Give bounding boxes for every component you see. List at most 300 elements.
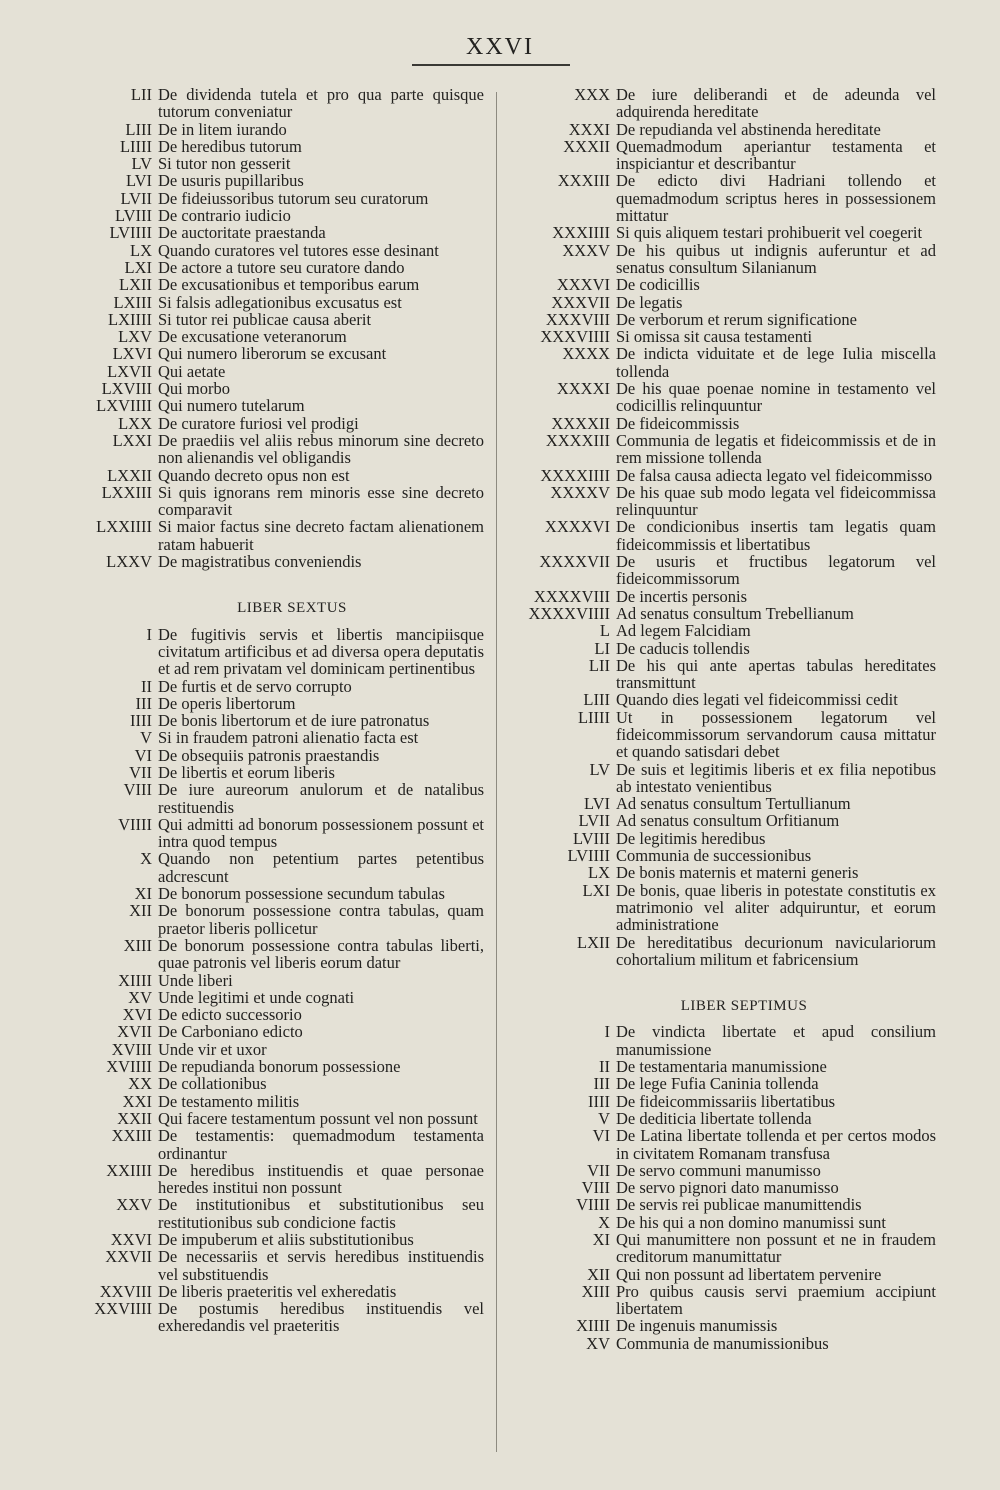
toc-entry (512, 242, 936, 277)
title-number: LV (589, 759, 610, 779)
title-number: XXIII (111, 1126, 152, 1146)
title-number: VI (134, 745, 152, 765)
title-text: De institutionibus et substitutionibus seu restitutionibus sub condicione factis (158, 1195, 484, 1232)
title-text: Quando curatores vel tutores esse desinant (158, 240, 439, 260)
toc-entry (60, 626, 484, 678)
title-number: XVII (117, 1022, 152, 1042)
title-number: LXXI (112, 430, 152, 450)
toc-entry (60, 885, 484, 902)
title-text: De bonis, quae liberis in potestate constitutis ex matrimonio vel aliter adquiruntur, et eorum administratione (616, 880, 936, 935)
title-text: De fideiussoribus tutorum seu curatorum (158, 188, 429, 208)
toc-entry (512, 588, 936, 605)
title-number: XV (586, 1333, 610, 1353)
title-number: XXXVI (556, 275, 610, 295)
title-text: De postumis heredibus instituendis vel exheredandis vel praeteritis (158, 1299, 484, 1336)
toc-entry (60, 1196, 484, 1231)
toc-entry (512, 138, 936, 173)
title-number: XXXXVII (539, 552, 610, 572)
title-number: LXXIIII (96, 517, 152, 537)
title-text: De codicillis (616, 275, 700, 295)
title-number: III (135, 693, 152, 713)
title-text: De fugitivis servis et libertis mancipiisque civitatum artificibus et ad diversa opera deputatis et ad rem privatam vel dominicam pertinentibus (158, 624, 484, 679)
toc-entry (512, 761, 936, 796)
title-number: LXVIIII (96, 396, 152, 416)
title-text: Si falsis adlegationibus excusatus est (158, 292, 402, 312)
title-number: X (598, 1212, 610, 1232)
toc-entry (512, 86, 936, 121)
title-text: De hereditatibus decurionum naviculariorum cohortalium militum et fabricensium (616, 932, 936, 969)
title-text: De vindicta libertate et apud consilium manumissione (616, 1022, 936, 1059)
title-number: LXII (577, 932, 610, 952)
title-number: LXV (118, 327, 152, 347)
title-text: De condicionibus insertis tam legatis quam fideicommissis et libertatibus (616, 517, 936, 554)
title-number: LI (594, 638, 610, 658)
title-number: LII (130, 85, 152, 104)
title-number: XXXIII (557, 171, 610, 191)
toc-entry (60, 972, 484, 989)
toc-entry (512, 864, 936, 881)
title-number: XXVIII (99, 1281, 152, 1301)
title-number: XXXI (568, 119, 610, 139)
title-number: VII (129, 762, 152, 782)
title-text: Quando dies legati vel fideicommissi cedit (616, 690, 898, 710)
title-text: Si in fraudem patroni alienatio facta est (158, 728, 419, 748)
toc-entry (512, 1335, 936, 1352)
title-text: De iure aureorum anulorum et de natalibus restituendis (158, 780, 484, 817)
title-number: XXXVIII (545, 309, 610, 329)
title-number: XV (128, 987, 152, 1007)
right-top-list (512, 86, 936, 968)
title-text: De dividenda tutela et pro qua parte quisque tutorum conveniatur (158, 85, 484, 122)
toc-entry (60, 1127, 484, 1162)
title-text: Qui numero liberorum se excusant (158, 344, 387, 364)
toc-entry (60, 712, 484, 729)
title-text: De his quibus ut indignis auferuntur et ad senatus consultum Silanianum (616, 240, 936, 277)
toc-entry (60, 1006, 484, 1023)
title-text: Unde vir et uxor (158, 1039, 267, 1059)
toc-entry (60, 363, 484, 380)
title-number: LXIIII (108, 309, 152, 329)
toc-entry (60, 1023, 484, 1040)
title-number: LVII (120, 188, 152, 208)
title-text: De fideicommissariis libertatibus (616, 1091, 836, 1111)
toc-entry (512, 553, 936, 588)
toc-entry (60, 397, 484, 414)
title-number: XXXIIII (552, 223, 610, 243)
title-text: Qui non possunt ad libertatem pervenire (616, 1264, 882, 1284)
title-number: XXI (122, 1091, 152, 1111)
toc-entry (512, 1058, 936, 1075)
title-number: XXXXII (551, 413, 610, 433)
toc-entry (60, 729, 484, 746)
title-number: XXXVIIII (540, 327, 610, 347)
title-number: XXVII (105, 1247, 152, 1267)
title-text: De furtis et de servo corrupto (158, 676, 352, 696)
title-number: XXX (574, 85, 610, 104)
title-text: De testamentaria manumissione (616, 1057, 827, 1077)
title-number: XVI (122, 1005, 152, 1025)
title-text: Si tutor rei publicae causa aberit (158, 309, 372, 329)
title-number: XIII (123, 935, 152, 955)
toc-entry (512, 1075, 936, 1092)
toc-entry (512, 1179, 936, 1196)
title-text: De obsequiis patronis praestandis (158, 745, 380, 765)
title-number: XII (129, 901, 152, 921)
left-book-list (60, 626, 484, 1335)
title-text: De usuris et fructibus legatorum vel fideicommissorum (616, 552, 936, 589)
toc-entry (60, 1093, 484, 1110)
title-number: LXIII (113, 292, 152, 312)
title-text: Pro quibus causis servi praemium accipiunt libertatem (616, 1281, 936, 1319)
toc-entry (512, 311, 936, 328)
title-text: De servis rei publicae manumittendis (616, 1195, 862, 1215)
title-number: XXV (116, 1195, 152, 1215)
right-column (512, 86, 936, 1352)
title-number: LXVI (112, 344, 152, 364)
title-number: XXXII (563, 136, 610, 156)
title-number: IIII (588, 1091, 610, 1111)
toc-entry (512, 1283, 936, 1318)
toc-entry (512, 1317, 936, 1334)
toc-entry (60, 121, 484, 138)
title-text: Communia de manumissionibus (616, 1333, 829, 1353)
title-text: Ad senatus consultum Trebellianum (616, 603, 854, 623)
title-number: XXXXVIIII (528, 603, 610, 623)
title-number: XXXXI (556, 379, 610, 399)
toc-entry (60, 155, 484, 172)
toc-entry (60, 1058, 484, 1075)
toc-entry (512, 328, 936, 345)
toc-entry (60, 781, 484, 816)
title-number: II (141, 676, 152, 696)
title-text: De legatis (616, 292, 683, 312)
right-book-list (512, 1023, 936, 1352)
title-number: XXXV (562, 240, 610, 260)
toc-entry (60, 989, 484, 1006)
title-number: IIII (130, 711, 152, 731)
toc-entry (60, 484, 484, 519)
title-number: XXXVII (551, 292, 610, 312)
title-number: XXXXVIII (533, 586, 610, 606)
title-text: Unde liberi (158, 970, 233, 990)
toc-entry (60, 311, 484, 328)
title-text: Qui manumittere non possunt et ne in fraudem creditorum manumittatur (616, 1230, 936, 1267)
title-number: LVIII (115, 206, 152, 226)
title-text: De actore a tutore seu curatore dando (158, 257, 405, 277)
toc-entry (60, 747, 484, 764)
title-number: LVII (578, 811, 610, 831)
title-text: De praediis vel aliis rebus minorum sine decreto non alienandis vel obligandis (158, 430, 484, 468)
toc-entry (512, 1266, 936, 1283)
title-number: XXXX (562, 344, 610, 364)
title-number: XIII (581, 1281, 610, 1301)
title-text: De verborum et rerum significatione (616, 309, 857, 329)
title-text: De bonorum possessione secundum tabulas (158, 884, 445, 904)
title-number: LX (130, 240, 152, 260)
title-text: Ad senatus consultum Tertullianum (616, 794, 851, 814)
title-text: Communia de successionibus (616, 846, 812, 866)
title-number: I (604, 1022, 610, 1042)
title-number: XXXXVI (544, 517, 610, 537)
title-text: De liberis praeteritis vel exheredatis (158, 1281, 397, 1301)
title-text: De suis et legitimis liberis et ex filia nepotibus ab intestato venientibus (616, 759, 936, 796)
title-text: De incertis personis (616, 586, 748, 606)
title-number: VIIII (118, 814, 152, 834)
title-text: Qui numero tutelarum (158, 396, 305, 416)
title-text: De Carboniano edicto (158, 1022, 303, 1042)
toc-entry (60, 467, 484, 484)
toc-entry (512, 1127, 936, 1162)
title-text: De edicto successorio (158, 1005, 302, 1025)
title-number: XXXXIIII (540, 465, 610, 485)
title-text: Si tutor non gesserit (158, 154, 291, 174)
title-number: XI (134, 884, 152, 904)
title-number: VII (587, 1160, 610, 1180)
toc-entry (512, 640, 936, 657)
toc-entry (512, 432, 936, 467)
title-number: LXVII (107, 361, 152, 381)
toc-entry (60, 294, 484, 311)
title-number: LXX (118, 413, 152, 433)
title-text: De ingenuis manumissis (616, 1316, 778, 1336)
toc-entry (60, 190, 484, 207)
title-number: X (140, 849, 152, 869)
toc-entry (60, 816, 484, 851)
toc-entry (60, 1248, 484, 1283)
toc-entry (60, 138, 484, 155)
toc-entry (60, 1162, 484, 1197)
title-text: De his qui ante apertas tabulas hereditates transmittunt (616, 655, 936, 693)
title-number: V (140, 728, 152, 748)
title-number: LIIII (577, 707, 610, 727)
toc-entry (512, 380, 936, 415)
title-text: Ad senatus consultum Orfitianum (616, 811, 840, 831)
title-text: De contrario iudicio (158, 206, 291, 226)
title-text: De necessariis et servis heredibus instituendis vel substituendis (158, 1247, 484, 1284)
title-text: Quando decreto opus non est (158, 465, 350, 485)
title-text: De impuberum et aliis substitutionibus (158, 1230, 414, 1249)
title-text: De indicta viduitate et de lege Iulia miscella tollenda (616, 344, 936, 381)
title-text: Qui morbo (158, 379, 230, 399)
title-number: LVI (584, 794, 610, 814)
book-heading-septimus: LIBER SEPTIMUS (680, 998, 808, 1015)
title-text: De usuris pupillaribus (158, 171, 304, 191)
title-number: VIII (123, 780, 152, 800)
toc-entry (60, 432, 484, 467)
title-text: Communia de legatis et fideicommissis et de in rem missione tollenda (616, 430, 936, 468)
title-text: Qui admitti ad bonorum possessionem possunt et intra quod tempus (158, 814, 484, 852)
header-rule (412, 64, 570, 66)
toc-entry (60, 695, 484, 712)
title-number: LXXII (107, 465, 152, 485)
toc-entry (60, 276, 484, 293)
toc-entry (60, 553, 484, 570)
title-text: De heredibus tutorum (158, 136, 302, 156)
toc-entry (60, 1075, 484, 1092)
title-text: De magistratibus conveniendis (158, 552, 362, 572)
toc-entry (512, 294, 936, 311)
toc-entry (512, 882, 936, 934)
title-number: XVIIII (106, 1057, 152, 1077)
title-text: De testamento militis (158, 1091, 300, 1111)
toc-entry (60, 328, 484, 345)
toc-entry (512, 1162, 936, 1179)
title-number: XIIII (118, 970, 152, 990)
title-text: De his qui a non domino manumissi sunt (616, 1212, 886, 1232)
title-text: De auctoritate praestanda (158, 223, 326, 243)
left-column (60, 86, 484, 1335)
title-number: LVIIII (109, 223, 152, 243)
title-number: XXIIII (106, 1160, 152, 1180)
toc-entry (512, 657, 936, 692)
title-number: XXXXV (550, 482, 610, 502)
title-number: VIIII (576, 1195, 610, 1215)
title-number: XXXXIII (545, 430, 610, 450)
toc-entry (60, 1283, 484, 1300)
title-number: LV (131, 154, 152, 174)
toc-entry (60, 1041, 484, 1058)
title-text: Quemadmodum aperiantur testamenta et inspiciantur et describantur (616, 136, 936, 174)
toc-entry (512, 121, 936, 138)
title-text: Ut in possessionem legatorum vel fideicommissorum servandorum causa mittatur et quando satisdari debet (616, 707, 936, 762)
title-text: De falsa causa adiecta legato vel fideicommisso (616, 465, 933, 485)
title-number: LIIII (119, 136, 152, 156)
toc-entry (60, 207, 484, 224)
title-number: V (598, 1108, 610, 1128)
toc-entry (512, 1231, 936, 1266)
toc-entry (512, 1214, 936, 1231)
toc-entry (512, 934, 936, 969)
toc-entry (60, 1300, 484, 1335)
title-text: De in litem iurando (158, 119, 287, 139)
toc-entry (60, 1110, 484, 1127)
toc-entry (60, 242, 484, 259)
toc-entry (512, 1196, 936, 1213)
title-text: De servo pignori dato manumisso (616, 1178, 839, 1198)
title-text: Ad legem Falcidiam (616, 621, 751, 641)
title-text: Qui aetate (158, 361, 226, 381)
title-text: De heredibus instituendis et quae personae heredes institui non possunt (158, 1160, 484, 1198)
title-text: Si quis ignorans rem minoris esse sine decreto comparavit (158, 482, 484, 520)
title-number: LX (588, 863, 610, 883)
title-text: De bonis libertorum et de iure patronatus (158, 711, 430, 731)
left-top-list (60, 86, 484, 570)
title-number: I (146, 624, 152, 644)
title-number: LXVIII (101, 379, 152, 399)
title-number: III (593, 1074, 610, 1094)
title-text: Si maior factus sine decreto factam alienationem ratam habuerit (158, 517, 484, 554)
toc-entry (512, 812, 936, 829)
title-number: VI (592, 1126, 610, 1146)
title-number: XXVIIII (94, 1299, 152, 1319)
toc-entry (512, 605, 936, 622)
title-text: De excusationibus et temporibus earum (158, 275, 420, 295)
toc-entry (512, 467, 936, 484)
title-number: XX (128, 1074, 152, 1094)
toc-entry (60, 1231, 484, 1248)
title-number: LXXV (106, 552, 152, 572)
title-number: XII (587, 1264, 610, 1284)
title-text: De legitimis heredibus (616, 828, 766, 848)
title-text: De his quae poenae nomine in testamento vel codicillis relinquuntur (616, 379, 936, 416)
title-text: De curatore furiosi vel prodigi (158, 413, 359, 433)
toc-entry (60, 902, 484, 937)
title-text: Unde legitimi et unde cognati (158, 987, 355, 1007)
title-text: Qui facere testamentum possunt vel non possunt (158, 1108, 478, 1128)
title-number: LII (588, 655, 610, 675)
toc-entry (512, 518, 936, 553)
title-text: De edicto divi Hadriani tollendo et quemadmodum scriptus heres in possessionem mittatur (616, 171, 936, 226)
title-number: XVIII (111, 1039, 152, 1059)
title-text: De dediticia libertate tollenda (616, 1108, 812, 1128)
toc-entry (512, 276, 936, 293)
toc-entry (512, 622, 936, 639)
toc-entry (512, 830, 936, 847)
title-text: De bonorum possessione contra tabulas liberti, quae patronis vel liberis eorum datur (158, 935, 484, 973)
toc-entry (512, 345, 936, 380)
title-text: Si omissa sit causa testamenti (616, 327, 813, 347)
title-text: De bonis maternis et materni generis (616, 863, 859, 883)
title-text: De lege Fufia Caninia tollenda (616, 1074, 819, 1094)
toc-entry (60, 224, 484, 241)
toc-entry (512, 795, 936, 812)
title-text: De collationibus (158, 1074, 267, 1094)
title-number: L (599, 621, 610, 641)
toc-entry (60, 380, 484, 397)
title-text: De libertis et eorum liberis (158, 762, 335, 782)
title-number: VIII (581, 1178, 610, 1198)
title-text: De repudianda vel abstinenda hereditate (616, 119, 881, 139)
title-text: Quando non petentium partes petentibus adcrescunt (158, 849, 484, 886)
title-number: LVIIII (567, 846, 610, 866)
title-text: De testamentis: quemadmodum testamenta ordinantur (158, 1126, 484, 1163)
toc-entry (60, 345, 484, 362)
title-text: De excusatione veteranorum (158, 327, 347, 347)
toc-entry (60, 172, 484, 189)
column-divider (496, 92, 497, 1452)
title-text: De his quae sub modo legata vel fideicommissa relinquuntur (616, 482, 936, 520)
title-text: De iure deliberandi et de adeunda vel adquirenda hereditate (616, 85, 936, 122)
toc-entry (60, 86, 484, 121)
title-number: LIII (583, 690, 610, 710)
title-text: De Latina libertate tollenda et per certos modos in civitatem Romanam transfusa (616, 1126, 936, 1163)
title-number: LIII (125, 119, 152, 139)
title-text: De operis libertorum (158, 693, 296, 713)
title-number: LVIII (573, 828, 610, 848)
title-number: XIIII (576, 1316, 610, 1336)
toc-entry (512, 224, 936, 241)
toc-entry (60, 850, 484, 885)
title-text: De fideicommissis (616, 413, 740, 433)
toc-entry (512, 415, 936, 432)
title-number: LXXIII (101, 482, 152, 502)
toc-entry (512, 847, 936, 864)
title-text: De servo communi manumisso (616, 1160, 821, 1180)
title-number: XXVI (110, 1230, 152, 1249)
title-text: Si quis aliquem testari prohibuerit vel coegerit (616, 223, 923, 243)
toc-entry (60, 259, 484, 276)
toc-entry (512, 484, 936, 519)
toc-entry (512, 1110, 936, 1127)
title-number: LXI (582, 880, 610, 900)
toc-entry (60, 518, 484, 553)
title-number: II (599, 1057, 610, 1077)
title-number: LXII (119, 275, 152, 295)
toc-entry (60, 937, 484, 972)
toc-entry (512, 172, 936, 224)
toc-entry (512, 691, 936, 708)
toc-entry (512, 1093, 936, 1110)
